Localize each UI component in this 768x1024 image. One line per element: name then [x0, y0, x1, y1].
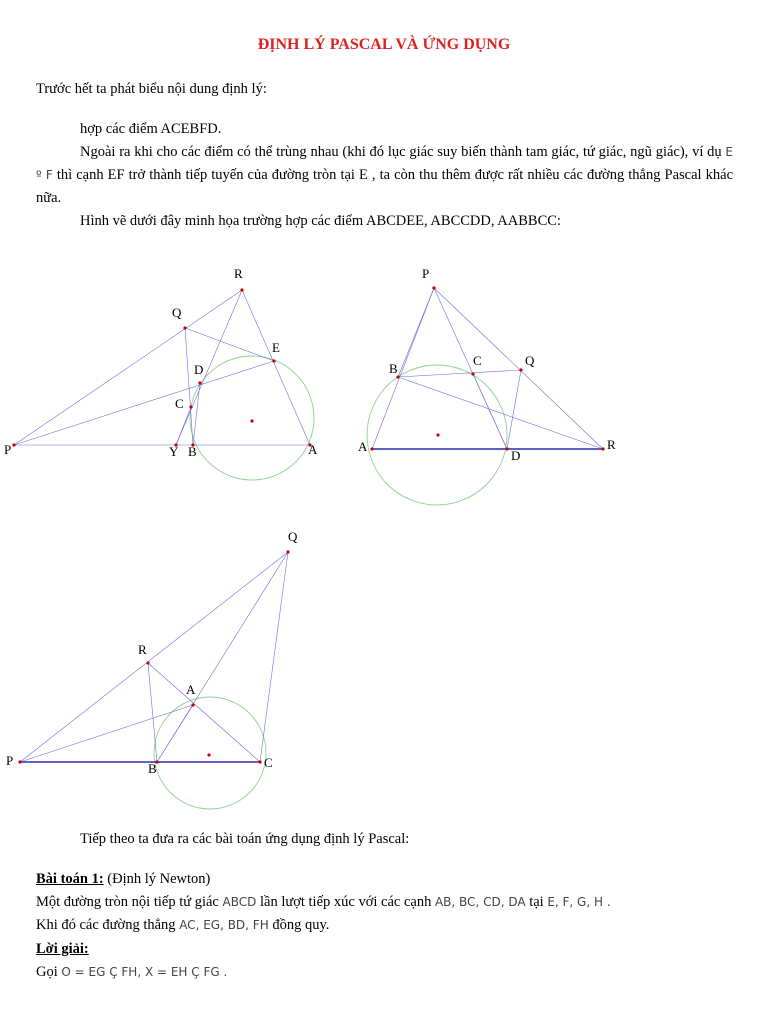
fig1-line-cy	[176, 407, 191, 445]
solution-formula: O = EG Ç FH, X = EH Ç FG .	[61, 965, 228, 979]
solution-title: Lời giải:	[36, 941, 89, 957]
fig1-label-p: P	[4, 442, 12, 457]
fig1-circle	[190, 356, 314, 480]
fig2-label-a: A	[358, 439, 368, 454]
page-title: ĐỊNH LÝ PASCAL VÀ ỨNG DỤNG	[257, 36, 511, 53]
fig2-line-qd	[507, 370, 521, 449]
fig3-label-a: A	[186, 682, 196, 697]
fig1-label-e: E	[272, 340, 280, 355]
problem-line-1	[36, 891, 611, 914]
quadrilateral-formula: ABCD	[222, 895, 257, 909]
fig2-label-d: D	[511, 448, 521, 463]
fig1-line-qb	[185, 328, 193, 445]
fig2-label-b: B	[389, 361, 398, 376]
fig2-line-pa	[372, 288, 434, 449]
fig1-label-d: D	[194, 362, 204, 377]
fig1-label-a: A	[308, 442, 318, 457]
tangent-points-formula: E, F, G, H .	[547, 895, 611, 909]
figure-abcdee	[0, 255, 340, 495]
fig3-line-qc	[260, 552, 288, 762]
fig3-line-pa	[20, 705, 193, 762]
problem-heading	[36, 868, 210, 891]
fig2-label-c: C	[473, 353, 482, 368]
fig3-label-c: C	[264, 755, 273, 770]
figure-abccdd	[350, 255, 650, 515]
lines-formula: AC, EG, BD, FH	[179, 918, 269, 932]
fig1-line-ry	[176, 290, 242, 445]
solution-line	[36, 961, 227, 984]
fig1-label-r: R	[234, 266, 243, 281]
fig2-line-br	[398, 377, 603, 449]
fig2-label-q: Q	[525, 353, 535, 368]
fig3-label-b: B	[148, 761, 157, 776]
fig2-line-pd	[434, 288, 507, 449]
e-equals-f-formula: E º F	[36, 145, 734, 182]
fig2-label-r: R	[607, 437, 616, 452]
figure-aabbcc	[0, 525, 320, 825]
problem-line-2-text-a: Khi đó các đường thẳng	[36, 917, 176, 933]
problem-line-1-text-a: Một đường tròn nội tiếp tứ giác	[36, 894, 219, 910]
fig3-line-rc	[148, 663, 260, 762]
fig3-label-p: P	[6, 753, 14, 768]
intro-text: Trước hết ta phát biểu nội dung định lý:	[36, 81, 267, 97]
fig1-label-q: Q	[172, 305, 182, 320]
problem-name: (Định lý Newton)	[107, 871, 211, 887]
fig1-label-b: B	[188, 444, 197, 459]
fig3-line-ab	[157, 705, 193, 762]
degenerate-case-paragraph	[36, 141, 733, 210]
next-section-text: Tiếp theo ta đưa ra các bài toán ứng dụng định lý Pascal:	[80, 831, 410, 847]
fig3-circle	[154, 697, 266, 809]
degenerate-case-text-a: Ngoài ra khi cho các điểm có thể trùng nhau (khi đó lục giác suy biến thành tam giác, tứ giác, ngũ giác), ví dụ	[80, 144, 722, 160]
sides-formula: AB, BC, CD, DA	[434, 895, 526, 909]
fig1-line-db	[193, 383, 200, 445]
fig2-label-p: P	[422, 266, 430, 281]
problem-line-2-text-b: đồng quy.	[272, 917, 330, 933]
problem-title: Bài toán 1:	[36, 871, 104, 887]
solution-text: Gọi	[36, 964, 58, 980]
problem-line-1-text-b: lần lượt tiếp xúc với các cạnh	[259, 894, 432, 910]
fig3-label-r: R	[138, 642, 147, 657]
fig1-line-pr	[14, 290, 242, 445]
figure-caption: Hình vẽ dưới đây minh họa trường hợp các điểm ABCDEE, ABCCDD, AABBCC:	[80, 213, 561, 229]
point-set-text: hợp các điểm ACEBFD.	[80, 121, 222, 137]
fig1-line-pe	[14, 361, 274, 445]
problem-line-2	[36, 914, 329, 937]
fig1-label-y: Y	[169, 444, 179, 459]
problem-line-1-text-c: tại	[529, 894, 544, 910]
solution-heading	[36, 938, 89, 961]
degenerate-case-text-b: thì cạnh EF trở thành tiếp tuyến của đường tròn tại E , ta còn thu thêm được rất nhiều các đường thẳng Pascal khác nữa.	[36, 167, 734, 206]
fig3-line-rb	[148, 663, 157, 762]
fig1-label-c: C	[175, 396, 184, 411]
fig2-line-bq	[398, 370, 521, 377]
fig3-label-q: Q	[288, 529, 298, 544]
